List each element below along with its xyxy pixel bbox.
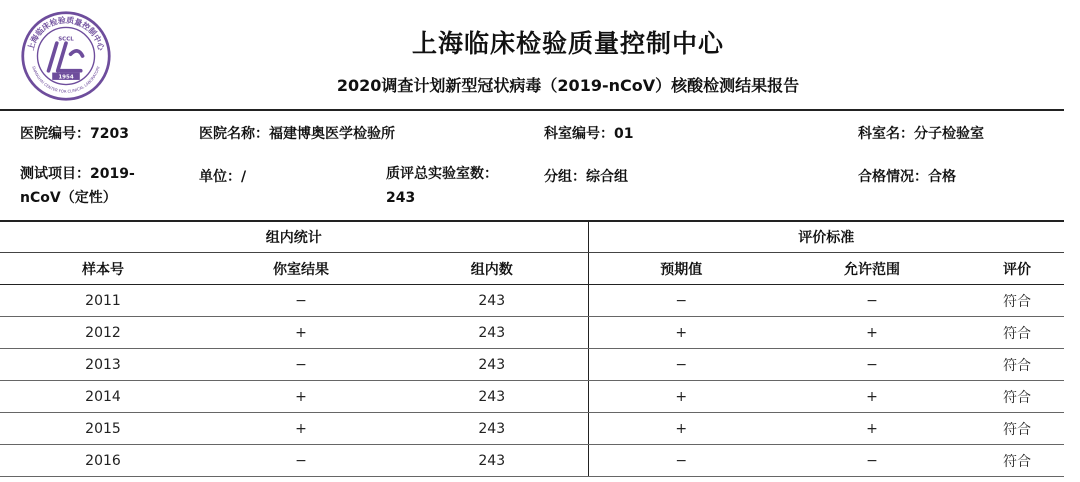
- cell-sample: 2012: [0, 317, 206, 349]
- page-title: 上海临床检验质量控制中心: [411, 29, 724, 58]
- cell-result: +: [206, 317, 396, 349]
- cell-result: −: [206, 445, 396, 477]
- cell-evaluation: 符合: [970, 317, 1064, 349]
- cell-evaluation: 符合: [970, 381, 1064, 413]
- cell-count: 243: [396, 445, 588, 477]
- group-header-criteria: 评价标准: [588, 221, 1064, 253]
- cell-evaluation: 符合: [970, 349, 1064, 381]
- cell-result: +: [206, 413, 396, 445]
- cell-expected: +: [588, 381, 774, 413]
- header-divider: [0, 109, 1064, 111]
- col-group-count: 组内数: [396, 253, 588, 285]
- test-item: 测试项目：2019-nCoV（定性）: [20, 166, 135, 206]
- hospital-name: 医院名称：福建博奥医学检验所: [199, 126, 395, 142]
- cell-evaluation: 符合: [970, 413, 1064, 445]
- cell-expected: −: [588, 349, 774, 381]
- cell-range: +: [774, 413, 970, 445]
- hospital-code: 医院编号：7203: [20, 126, 129, 142]
- table-row: [0, 381, 1064, 413]
- logo-year: 1954: [58, 74, 74, 81]
- cell-sample: 2013: [0, 349, 206, 381]
- cell-expected: +: [588, 413, 774, 445]
- cell-count: 243: [396, 349, 588, 381]
- dept-code: 科室编号：01: [544, 126, 634, 142]
- cell-count: 243: [396, 317, 588, 349]
- cell-result: −: [206, 349, 396, 381]
- cell-sample: 2014: [0, 381, 206, 413]
- logo-text-top: 上海临床检验质量控制中心: [26, 15, 106, 52]
- cell-evaluation: 符合: [970, 285, 1064, 317]
- cell-expected: +: [588, 317, 774, 349]
- cell-expected: −: [588, 445, 774, 477]
- group-header-stats: 组内统计: [0, 221, 588, 253]
- group: 分组：综合组: [544, 169, 628, 185]
- cell-result: −: [206, 285, 396, 317]
- col-evaluation: 评价: [970, 253, 1064, 285]
- cell-sample: 2016: [0, 445, 206, 477]
- col-sample-no: 样本号: [0, 253, 206, 285]
- logo-abbr: SCCL: [58, 36, 74, 43]
- cell-range: +: [774, 381, 970, 413]
- cell-count: 243: [396, 285, 588, 317]
- col-expected: 预期值: [588, 253, 774, 285]
- cell-range: −: [774, 349, 970, 381]
- table-row: [0, 285, 1064, 317]
- table-row: [0, 413, 1064, 445]
- column-header-row: [0, 253, 1064, 285]
- cell-range: +: [774, 317, 970, 349]
- cell-expected: −: [588, 285, 774, 317]
- lab-count: 质评总实验室数：243: [386, 166, 498, 206]
- cell-evaluation: 符合: [970, 445, 1064, 477]
- table-row: [0, 317, 1064, 349]
- table-row: [0, 349, 1064, 381]
- logo-text-bottom: SHANGHAI CENTER FOR CLINICAL LABORATORY: [31, 65, 101, 94]
- dept-name: 科室名：分子检验室: [858, 126, 984, 142]
- group-header-row: [0, 221, 1064, 253]
- col-allowed-range: 允许范围: [774, 253, 970, 285]
- cell-range: −: [774, 285, 970, 317]
- cell-sample: 2015: [0, 413, 206, 445]
- qualified-status: 合格情况：合格: [858, 169, 956, 185]
- cell-result: +: [206, 381, 396, 413]
- cell-count: 243: [396, 413, 588, 445]
- report-subtitle: 2020调查计划新型冠状病毒（2019-nCoV）核酸检测结果报告: [336, 76, 800, 95]
- results-table: [0, 221, 1064, 477]
- cell-sample: 2011: [0, 285, 206, 317]
- cell-range: −: [774, 445, 970, 477]
- col-lab-result: 你室结果: [206, 253, 396, 285]
- table-row: [0, 445, 1064, 477]
- cell-count: 243: [396, 381, 588, 413]
- unit: 单位：/: [199, 169, 247, 185]
